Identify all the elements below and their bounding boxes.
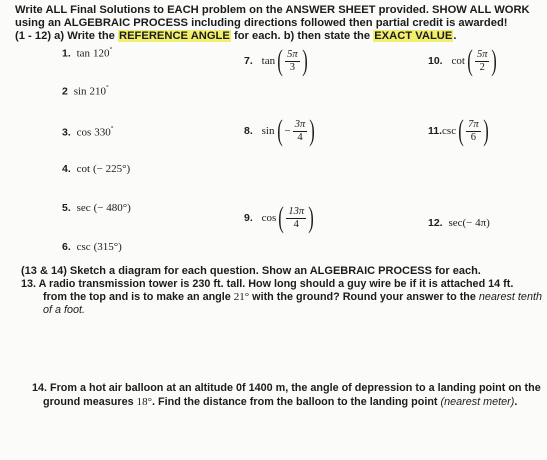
fraction <box>293 119 308 144</box>
question-text: with the ground? Round your answer to the <box>249 291 479 303</box>
question-13-line-1: 13. A radio transmission tower is 230 ft. tall. How long should a guy wire be if it is attached 14 ft. <box>21 278 514 290</box>
rounding-instruction: (nearest meter) <box>440 396 515 408</box>
denominator: 6 <box>470 131 476 143</box>
angle-value: 330 <box>94 126 111 139</box>
left-paren: ( <box>458 114 464 147</box>
problem-11 <box>428 116 491 146</box>
trig-function: sin <box>261 125 275 137</box>
angle-value: 21° <box>233 291 250 303</box>
degree-symbol: ° <box>110 126 114 133</box>
instructions-text: for each. b) then state the <box>230 30 374 42</box>
numerator: 13π <box>288 205 305 217</box>
angle-value: (− 225°) <box>92 163 131 175</box>
fraction <box>285 49 300 74</box>
denominator: 2 <box>479 61 485 73</box>
trig-function: sin <box>73 85 87 98</box>
right-paren: ) <box>301 44 308 77</box>
left-paren: ( <box>277 44 283 77</box>
problem-number: 4. <box>62 163 71 175</box>
question-14-line-2 <box>43 396 517 410</box>
problem-6 <box>62 240 122 254</box>
question-13-line-2 <box>43 291 542 305</box>
instructions-line-1: Write ALL Final Solutions to EACH problem on the ANSWER SHEET provided. SHOW ALL WORK <box>15 4 530 16</box>
highlight-exact-value: EXACT VALUE <box>374 30 453 42</box>
highlight-reference-angle: REFERENCE ANGLE <box>119 30 230 42</box>
trig-function: csc <box>442 125 457 137</box>
angle-value: (− 4π) <box>462 217 490 229</box>
right-paren: ) <box>308 201 314 234</box>
minus-sign: − <box>284 125 291 137</box>
problem-number: 2 <box>62 85 68 98</box>
degree-symbol: ° <box>109 47 113 54</box>
problem-9 <box>244 203 316 233</box>
fraction <box>286 206 306 231</box>
question-text: from the top and is to make an angle <box>43 291 234 303</box>
fraction <box>466 119 481 144</box>
problem-10 <box>428 46 499 76</box>
problem-5 <box>62 201 131 215</box>
question-text: . <box>514 396 518 408</box>
numerator: 5π <box>476 48 488 60</box>
problem-number: 3. <box>62 126 71 139</box>
left-paren: ( <box>467 44 473 77</box>
problem-number: 8. <box>244 125 253 137</box>
problem-2 <box>62 82 109 99</box>
right-paren: ) <box>491 44 498 77</box>
problem-number: 6. <box>62 241 71 253</box>
instructions-line-3 <box>15 30 456 43</box>
denominator: 4 <box>297 131 303 143</box>
denominator: 4 <box>293 218 299 230</box>
numerator: 3π <box>294 118 306 130</box>
instructions-text: (1 - 12) a) Write the <box>15 30 118 42</box>
trig-function: cot <box>451 55 465 67</box>
section-13-14-title: (13 & 14) Sketch a diagram for each question. Show an ALGEBRAIC PROCESS for each. <box>21 265 481 277</box>
right-paren: ) <box>309 114 315 147</box>
trig-function: tan <box>76 47 91 60</box>
angle-value: 18° <box>136 396 153 408</box>
problem-1 <box>62 44 112 61</box>
rounding-instruction: nearest tenth <box>478 291 542 303</box>
problem-number: 9. <box>244 212 253 224</box>
problem-8 <box>244 116 317 146</box>
angle-value: (315°) <box>93 241 122 253</box>
right-paren: ) <box>482 114 489 147</box>
question-text: ground measures <box>43 396 137 408</box>
left-paren: ( <box>276 114 283 147</box>
problem-number: 1. <box>62 47 71 60</box>
fraction <box>475 49 490 74</box>
problem-12 <box>428 216 490 230</box>
problem-7 <box>244 46 310 76</box>
problem-number: 7. <box>244 55 253 67</box>
angle-value: 210 <box>89 85 106 98</box>
problem-number: 11. <box>428 125 443 137</box>
problem-3 <box>62 123 114 140</box>
trig-function: tan <box>261 55 276 67</box>
left-paren: ( <box>278 201 285 234</box>
instructions-text: . <box>453 30 457 42</box>
numerator: 5π <box>287 48 298 60</box>
trig-function: sec <box>448 217 463 229</box>
instructions-line-2: using an ALGEBRAIC PROCESS including directions followed then partial credit is awarded! <box>15 17 508 29</box>
question-14-line-1: 14. From a hot air balloon at an altitude 0f 1400 m, the angle of depression to a landing point on the <box>32 382 541 394</box>
problem-4 <box>62 162 130 176</box>
numerator: 7π <box>468 118 479 130</box>
problem-number: 10. <box>428 55 443 67</box>
question-13-line-3: of a foot. <box>43 304 86 316</box>
trig-function: cos <box>261 212 277 224</box>
angle-value: (− 480°) <box>93 202 131 214</box>
denominator: 3 <box>289 61 295 73</box>
angle-value: 120 <box>92 47 110 60</box>
degree-symbol: ° <box>105 85 109 92</box>
trig-function: cot <box>76 163 91 175</box>
trig-function: csc <box>76 241 91 253</box>
trig-function: cos <box>76 126 92 139</box>
question-text: . Find the distance from the balloon to the landing point <box>152 396 441 408</box>
problem-number: 5. <box>62 202 71 214</box>
problem-number: 12. <box>428 217 443 229</box>
trig-function: sec <box>76 202 91 214</box>
